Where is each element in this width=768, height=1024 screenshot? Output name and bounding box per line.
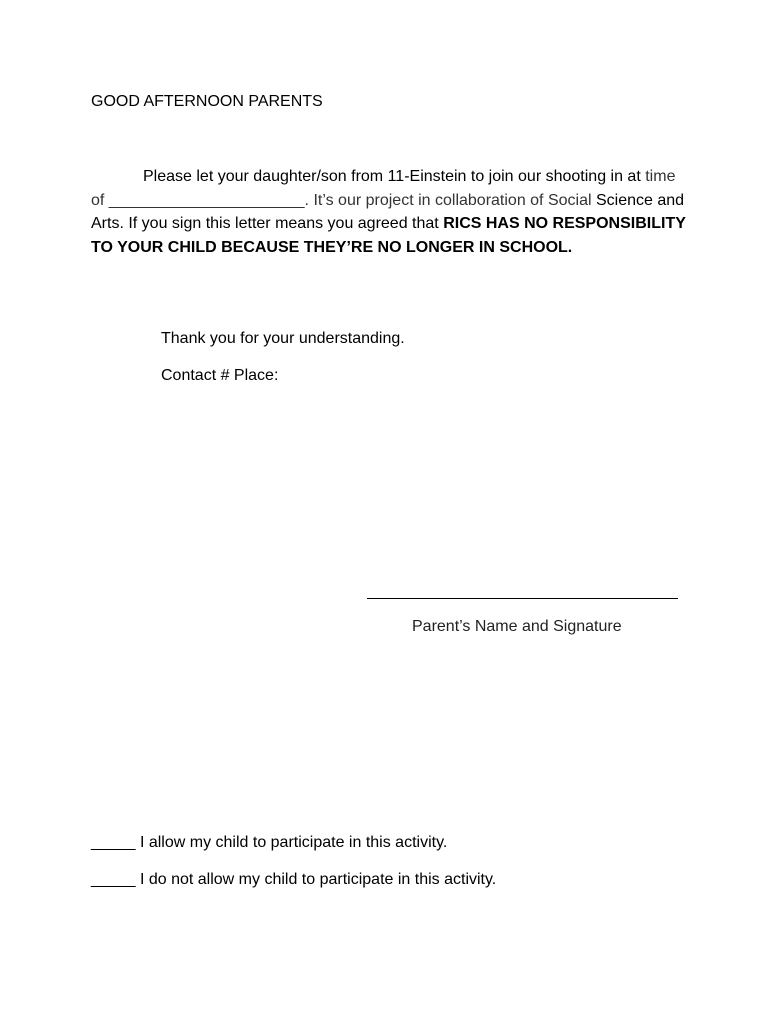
option-allow-blank: _____ <box>91 834 136 851</box>
body-line-1: Please let your daughter/son from 11-Einstein to join our shooting in at <box>143 168 641 185</box>
option-disallow-blank: _____ <box>91 871 136 888</box>
thanks-line: Thank you for your understanding. <box>161 330 405 347</box>
option-disallow <box>91 871 496 889</box>
option-allow <box>91 834 447 852</box>
body-paragraph <box>91 165 691 259</box>
signature-line <box>367 598 678 599</box>
signature-label: Parent’s Name and Signature <box>412 618 622 635</box>
option-allow-text: I allow my child to participate in this activity. <box>135 834 448 851</box>
body-line-2: time of ______________________. It’s our project in collaboration of Social <box>91 168 676 209</box>
contact-place-line: Contact # Place: <box>161 367 279 384</box>
body-line-3: Science and Arts. If you sign this letter means you agreed that <box>91 191 685 232</box>
option-disallow-text: I do not allow my child to participate in this activity. <box>135 871 497 888</box>
greeting-heading: GOOD AFTERNOON PARENTS <box>91 93 323 110</box>
disclaimer-bold-text: RICS HAS NO RESPONSIBILITY TO YOUR CHILD BECAUSE THEY’RE NO LONGER IN SCHOOL. <box>91 215 686 256</box>
